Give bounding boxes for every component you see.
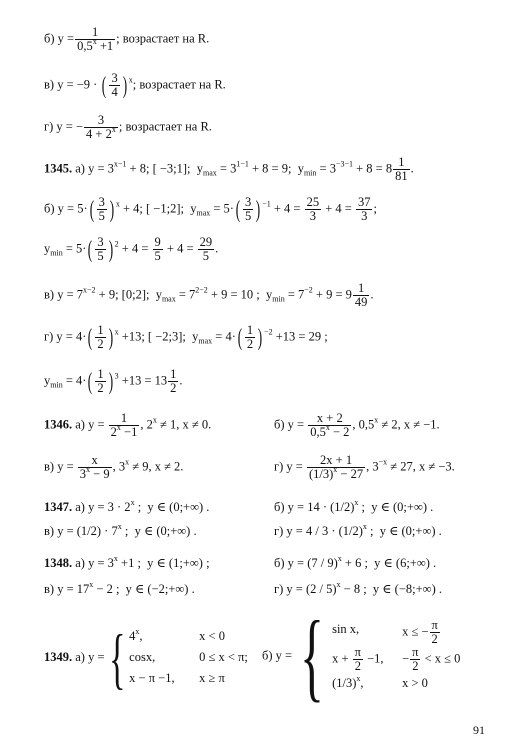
- item-label: б): [274, 500, 285, 514]
- item-label: а): [75, 500, 85, 514]
- grows-text: ; возрастает на R.: [132, 77, 226, 92]
- answer-line: 1346. а) y = $\frac{1}{2^x -1}$ , $2^x \ne 1$, x ≠ 0.: [44, 411, 212, 439]
- grows-text: ; возрастает на R.: [116, 31, 210, 46]
- item-label: в): [44, 77, 55, 92]
- grows-text: ; возрастает на R.: [118, 119, 212, 134]
- item-label: б): [274, 417, 285, 432]
- item-label: в): [44, 459, 55, 474]
- answer-line: г) y = (2 / 5)$^x$ − 8 ; y ∈ (−8;+∞) .: [274, 580, 442, 596]
- item-label: б): [44, 31, 55, 46]
- answer-line: б) y = 5·( $\frac{3}{5}$ ) $^x$ + 4; [ −1;2]; $y_{max} = 5\cdot$( $\frac{3}{5}$ ) $^{-1}$ + 4 = $\frac{25}{3}$ + 4 = $\frac{37}{3}$ ;: [44, 195, 377, 223]
- answer-line: в) $y = 7^{x-2} + 9$; [0;2]; $y_{max} = 7^{2-2} + 9 = 10$ ; $y_{min} = 7^{-2} + 9 = 9$ $\frac{1}{49}$ .: [44, 281, 374, 309]
- problem-number: 1346.: [44, 417, 73, 432]
- item-label: г): [274, 524, 284, 538]
- answer-line: г) $y = 4 / 3 \cdot (1/2)^x$ ; y ∈ (0;+∞) .: [274, 522, 442, 538]
- item-label: г): [44, 329, 54, 344]
- answer-line: $y_{min} = 4\cdot$( $\frac{1}{2}$ ) $^3$ +13 = 13 $\frac{1}{2}$ .: [44, 367, 183, 395]
- problem-number: 1345.: [44, 161, 73, 176]
- item-label: в): [44, 582, 55, 596]
- answer-line: г) y = − $\frac{3}{4 + 2^x}$ ; возрастает на R.: [44, 113, 212, 141]
- problem-number: 1349.: [44, 650, 73, 664]
- answer-line: б) $y = 14 \cdot (1/2)^x$ ; y ∈ (0;+∞) .: [274, 498, 434, 514]
- item-label: а): [75, 650, 85, 664]
- answer-line: б) y = $\frac{1}{0,5^x +1}$ ; возрастает на R.: [44, 25, 210, 53]
- answer-line: в) y = $\frac{x}{3^x - 9}$ , $3^x \ne 9$, x ≠ 2.: [44, 453, 184, 481]
- item-label: а): [75, 417, 85, 432]
- answer-line: г) y = 4·( $\frac{1}{2}$ ) $^x$ +13; [ −2;3]; $y_{max} = 4\cdot$( $\frac{1}{2}$ ) $^{-2}$ +13 = 29 ;: [44, 323, 328, 351]
- answer-line: 1347. а) $y = 3 \cdot 2^x$ ; y ∈ (0;+∞) .: [44, 498, 210, 514]
- answer-line: б) y ={ sin x, x ≤ − $\frac{\pi}{2}$ x + $\frac{\pi}{2}$ −1, − $\frac{\pi}{2}$ < x ≤ 0 $(1/3)^x$, x > 0: [262, 600, 461, 711]
- item-label: в): [44, 524, 55, 538]
- item-label: г): [44, 119, 54, 134]
- item-label: б): [274, 556, 285, 570]
- item-label: в): [44, 287, 55, 302]
- answer-line: $y_{min} = 5\cdot$( $\frac{3}{5}$ ) $^2$ + 4 = $\frac{9}{5}$ + 4 = $\frac{29}{5}$ .: [44, 235, 219, 263]
- item-label: б): [44, 201, 55, 216]
- answer-line: в) $y = (1/2) \cdot 7^x$ ; y ∈ (0;+∞) .: [44, 522, 197, 538]
- item-label: а): [75, 556, 85, 570]
- page-number: 91: [473, 723, 485, 737]
- item-label: г): [274, 582, 284, 596]
- answer-line: 1345. а) $y = 3^{x-1} + 8$; [ −3;1]; $y_{max} = 3^{1-1} + 8 = 9$; $y_{min} = 3^{-3-1} + 8 = 8$ $\frac{1}{81}$ .: [44, 155, 414, 183]
- answer-line: в) $y = 17^x - 2$ ; y ∈ (−2;+∞) .: [44, 580, 195, 596]
- answer-line: г) y = $\frac{2x + 1}{(1/3)^x - 27}$ , $3^{-x} \ne 27$, x ≠ −3.: [274, 453, 455, 481]
- item-label: а): [75, 161, 85, 176]
- answer-line: 1349. а) y ={ 4$^x$, x < 0 cosx, 0 ≤ x < π; x − π −1, x ≥ π: [44, 619, 248, 696]
- answer-line: 1348. а) $y = 3^x +1$ ; y ∈ (1;+∞) ;: [44, 554, 210, 570]
- answer-line: б) y = $\frac{x + 2}{0,5^x - 2}$ , $0,5^x \ne 2$, x ≠ −1.: [274, 411, 440, 439]
- problem-number: 1347.: [44, 500, 73, 514]
- item-label: г): [274, 459, 284, 474]
- answer-line: б) y = (7 / 9)$^x$ + 6 ; y ∈ (6;+∞) .: [274, 554, 437, 570]
- answer-line: в) y = −9 · ( $\frac{3}{4}$ ) $^x$; возрастает на R.: [44, 71, 226, 99]
- item-label: б): [262, 648, 273, 663]
- problem-number: 1348.: [44, 556, 73, 570]
